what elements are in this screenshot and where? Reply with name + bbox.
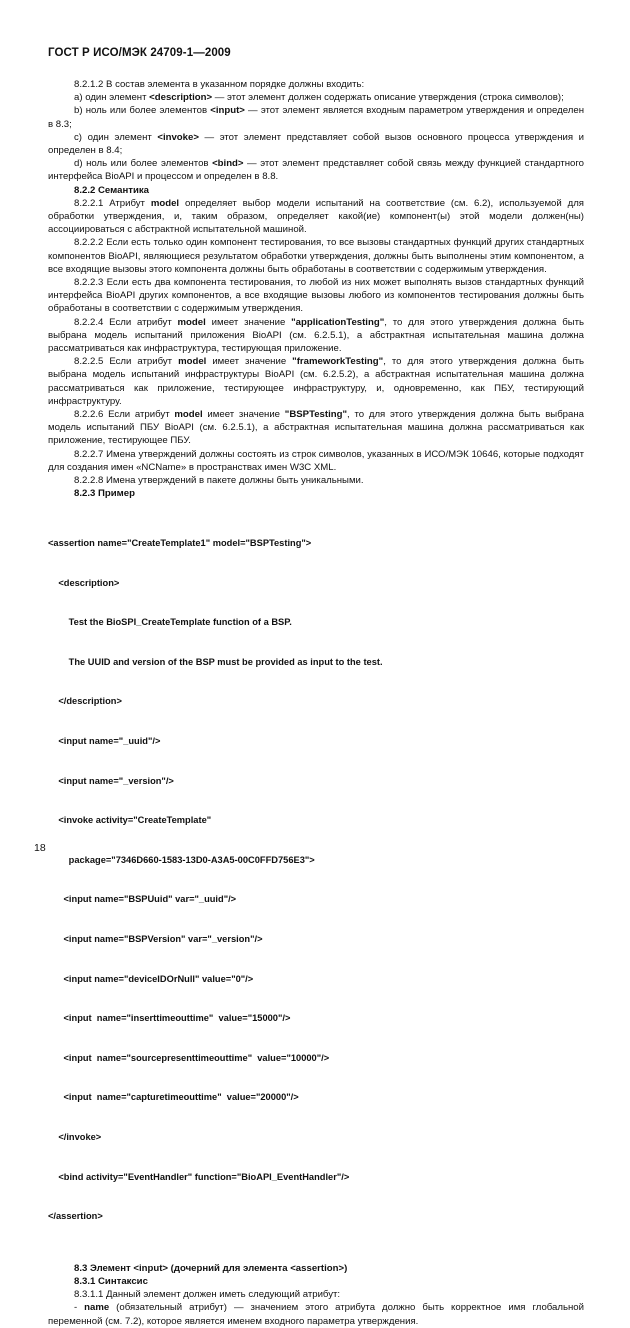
code-line: <input name="_version"/>	[48, 775, 174, 786]
section-heading: 8.3 Элемент <input> (дочерний для элемента <assertion>)	[74, 1262, 348, 1274]
code-line: <input name="_uuid"/>	[48, 735, 161, 746]
paragraph: 8.2.2.6 Если атрибут model имеет значение "BSPTesting", то для этого утверждения должна быть выбрана модель испытаний ПБУ BioAPI (см. 6.2.5.1), а абстрактная испытательная машина должна рассматриваться как приложение, тестирующее ПБУ.	[48, 409, 584, 447]
paragraph: 8.2.2.5 Если атрибут model имеет значение "frameworkTesting", то для этого утверждения должна быть выбрана модель испытаний инфраструктуры BioAPI (см. 6.2.5.2), а абстрактная испытательная машина должна рассматриваться как приложение, тестирующее инфраструктуру, и, одновременно, как ПБУ, тестирующий инфраструктуру.	[48, 356, 584, 407]
paragraph: b) ноль или более элементов <input> — этот элемент является входным параметром утверждения и определен в 8.3;	[48, 105, 584, 130]
section-heading: 8.3.1 Синтаксис	[74, 1276, 148, 1288]
section-heading: 8.2.2 Семантика	[74, 184, 149, 196]
code-line: package="7346D660-1583-13D0-A3A5-00C0FFD756E3">	[48, 854, 315, 865]
paragraph: 8.2.2.3 Если есть два компонента тестирования, то любой из них может выполнять вызов стандартных функций интерфейса BioAPI других компонентов, а все входящие вызовы любого из компонентов тестирования должны быть обработаны в соответствии с содержимым утверждения.	[48, 277, 584, 315]
section-heading: 8.2.3 Пример	[74, 488, 135, 500]
page-body	[48, 78, 584, 1328]
code-line: <assertion name="CreateTemplate1" model="BSPTesting">	[48, 537, 312, 548]
paragraph: 8.3.1.1 Данный элемент должен иметь следующий атрибут:	[74, 1289, 341, 1301]
paragraph: 8.2.2.2 Если есть только один компонент тестирования, то все вызовы стандартных функций других стандартных компонентов BioAPI, являющиеся результатом обработки утверждения, должны быть выполнены этим компонентом, а все входящие вызовы этого компонента должны быть обработаны в соответствии с содержимым утверждения.	[48, 237, 584, 275]
code-line: </assertion>	[48, 1211, 103, 1222]
code-line: </invoke>	[48, 1132, 102, 1143]
paragraph: а) один элемент <description> — этот элемент должен содержать описание утверждения (строка символов);	[74, 92, 564, 104]
paragraph: 8.2.2.8 Имена утверждений в пакете должны быть уникальными.	[74, 475, 364, 487]
paragraph: 8.2.1.2 В состав элемента в указанном порядке должны входить:	[74, 79, 365, 90]
code-line: <bind activity="EventHandler" function="BioAPI_EventHandler"/>	[48, 1171, 350, 1182]
code-line: <invoke activity="CreateTemplate"	[48, 815, 212, 826]
code-line: <description>	[48, 577, 120, 588]
code-line: </description>	[48, 696, 122, 707]
code-line: <input name="BSPUuid" var="_uuid"/>	[48, 894, 237, 905]
code-example	[48, 511, 584, 1250]
paragraph: d) ноль или более элементов <bind> — этот элемент представляет собой связь между функцией стандартного интерфейса BioAPI и процессом и определен в 8.8.	[48, 158, 585, 183]
page-header: ГОСТ Р ИСО/МЭК 24709-1—2009	[48, 47, 231, 59]
code-line: <input name="capturetimeouttime" value="20000"/>	[48, 1092, 299, 1103]
paragraph: с) один элемент <invoke> — этот элемент представляет собой вызов основного процесса утверждения и определен в 8.4;	[48, 131, 584, 157]
code-line: <input name="inserttimeouttime" value="15000"/>	[48, 1013, 291, 1024]
paragraph: 8.2.2.7 Имена утверждений должны состоять из строк символов, указанных в ИСО/МЭК 10646, которые подходят для создания имен «NCName» в пространствах имен W3C XML.	[48, 448, 584, 473]
code-line: Test the BioSPI_CreateTemplate function of a BSP.	[48, 617, 292, 628]
page-number: 18	[34, 842, 46, 854]
paragraph: 8.2.2.4 Если атрибут model имеет значение "applicationTesting", то для этого утверждения должна быть выбрана модель испытаний приложения BioAPI (см. 6.2.5.1), а абстрактная испытательная машина должна рассматриваться как инфраструктура, тестирующая приложение.	[48, 316, 584, 355]
paragraph: 8.2.2.1 Атрибут model определяет выбор модели испытаний на соответствие (см. 6.2), используемой для обработки утверждения, и, таким образом, определяет какой(ие) компонент(ы) этой модели должен(ны) ассоциироваться с абстрактной испытательной машиной.	[48, 197, 585, 236]
paragraph: - name (обязательный атрибут) — значением этого атрибута должно быть корректное имя глобальной переменной (см. 7.2), которое является именем входного параметра утверждения.	[48, 1302, 584, 1327]
code-line: <input name="deviceIDOrNull" value="0"/>	[48, 973, 254, 984]
code-line: The UUID and version of the BSP must be provided as input to the test.	[48, 656, 383, 667]
code-line: <input name="BSPVersion" var="_version"/>	[48, 934, 263, 944]
code-line: <input name="sourcepresenttimeouttime" value="10000"/>	[48, 1052, 330, 1063]
